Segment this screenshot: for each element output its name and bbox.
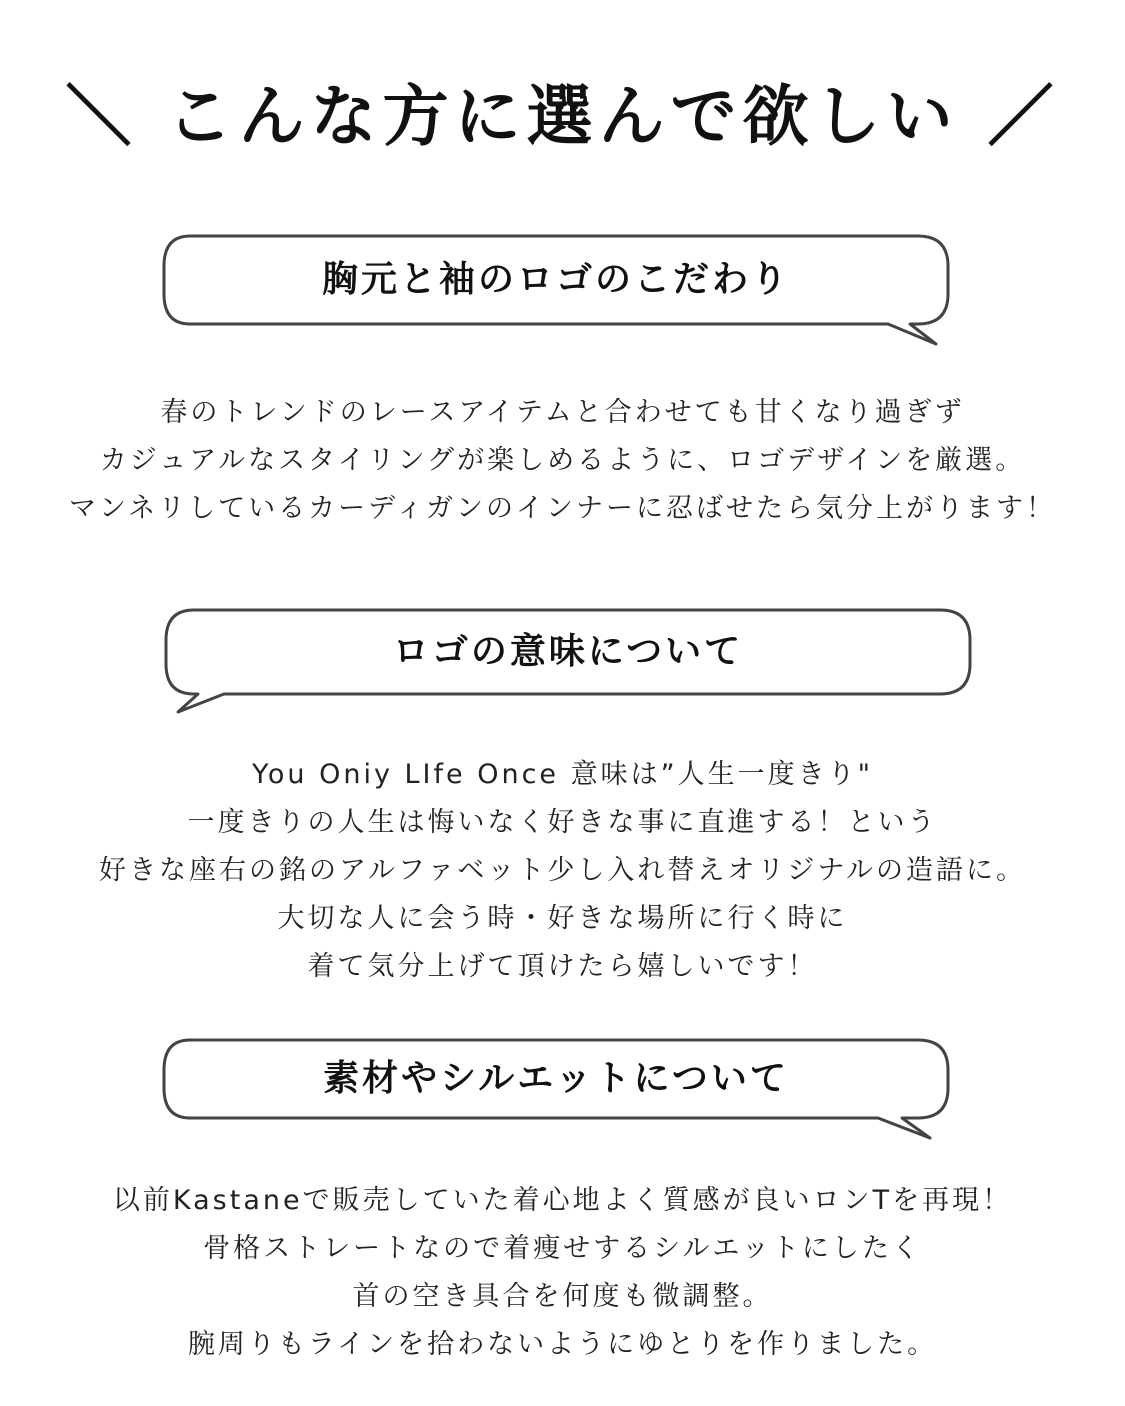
section-heading: ロゴの意味について xyxy=(392,631,744,672)
body-line: 一度きりの人生は悔いなく好きな事に直進する！という xyxy=(187,807,938,838)
section-heading: 素材やシルエットについて xyxy=(323,1058,789,1099)
body-line: 好きな座右の銘のアルファベット少し入れ替えオリジナルの造語に。 xyxy=(98,855,1027,886)
body-line: マンネリしているカーディガンのインナーに忍ばせたら気分上がります！ xyxy=(68,493,1057,524)
body-line: 春のトレンドのレースアイテムと合わせても甘くなり過ぎず xyxy=(160,397,965,428)
speech-bubble-heading xyxy=(162,606,974,716)
section-heading: 胸元と袖のロゴのこだわり xyxy=(321,259,790,300)
body-line: 大切な人に会う時・好きな場所に行く時に xyxy=(277,903,848,934)
body-line: カジュアルなスタイリングが楽しめるように、ロゴデザインを厳選。 xyxy=(99,445,1026,476)
body-line: 着て気分上げて頂けたら嬉しいです！ xyxy=(307,951,818,982)
body-line: 骨格ストレートなので着痩せするシルエットにしたく xyxy=(203,1233,922,1264)
section-body xyxy=(0,1177,1125,1369)
speech-bubble-heading xyxy=(160,232,952,350)
speech-bubble-heading xyxy=(160,1036,952,1144)
page-title: ＼ こんな方に選んで欲しい ／ xyxy=(65,78,1060,155)
body-line: 腕周りもラインを拾わないようにゆとりを作りました。 xyxy=(187,1329,938,1360)
section-body xyxy=(0,751,1125,991)
body-line: You Oniy LIfe Once 意味は”人生一度きり" xyxy=(251,759,874,790)
section-body xyxy=(0,389,1125,533)
body-line: 首の空き具合を何度も微調整。 xyxy=(352,1281,773,1312)
body-line: 以前Kastaneで販売していた着心地よく質感が良いロンTを再現！ xyxy=(112,1185,1013,1216)
